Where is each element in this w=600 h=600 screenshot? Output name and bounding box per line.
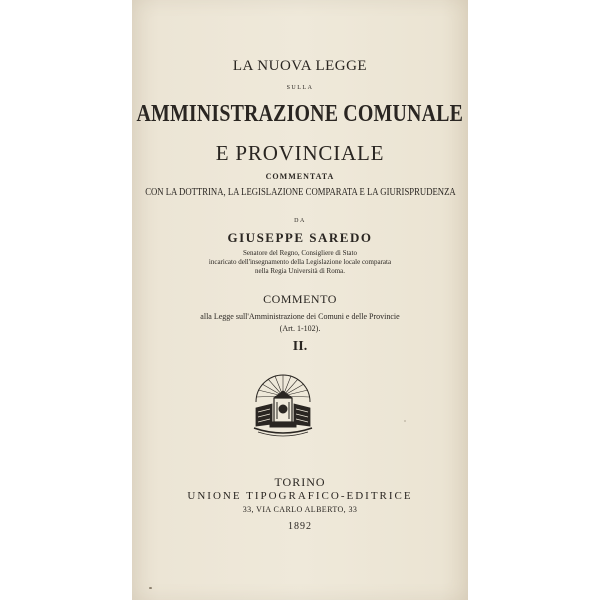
title-line-1: LA NUOVA LEGGE [232,58,368,74]
subtitle: E PROVINCIALE [215,141,385,165]
commentata-label: COMMENTATA [265,172,335,181]
imprint-address: 33, VIA CARLO ALBERTO, 33 [242,505,358,514]
publisher-emblem [250,372,316,440]
main-title [0,101,600,128]
da-label: DA [294,218,306,224]
section-subtitle: alla Legge sull'Amministrazione dei Comuni e delle Provincie [200,312,400,321]
subtitle-description [0,187,600,198]
author-name: GIUSEPPE SAREDO [227,230,373,245]
subtitle-description-text: CON LA DOTTRINA, LA LEGISLAZIONE COMPARATA E LA GIURISPRUDENZA [144,187,456,198]
imprint-city: TORINO [274,475,326,489]
volume-number: II. [292,339,308,354]
main-title-text: AMMINISTRAZIONE COMUNALE [136,101,464,127]
author-role-1: Senatore del Regno, Consigliere di Stato [243,249,357,257]
title-line-2: SULLA [286,85,314,91]
paper-speck [404,420,406,422]
author-role-2: incaricato dell'insegnamento della Legislazione locale comparata [208,258,392,266]
author-role-3: nella Regia Università di Roma. [254,267,345,275]
imprint-publisher: UNIONE TIPOGRAFICO-EDITRICE [187,490,413,502]
imprint-year: 1892 [288,521,312,532]
section-articles: (Art. 1-102). [279,324,321,333]
paper-speck [149,587,152,589]
section-title: COMMENTO [263,292,337,306]
